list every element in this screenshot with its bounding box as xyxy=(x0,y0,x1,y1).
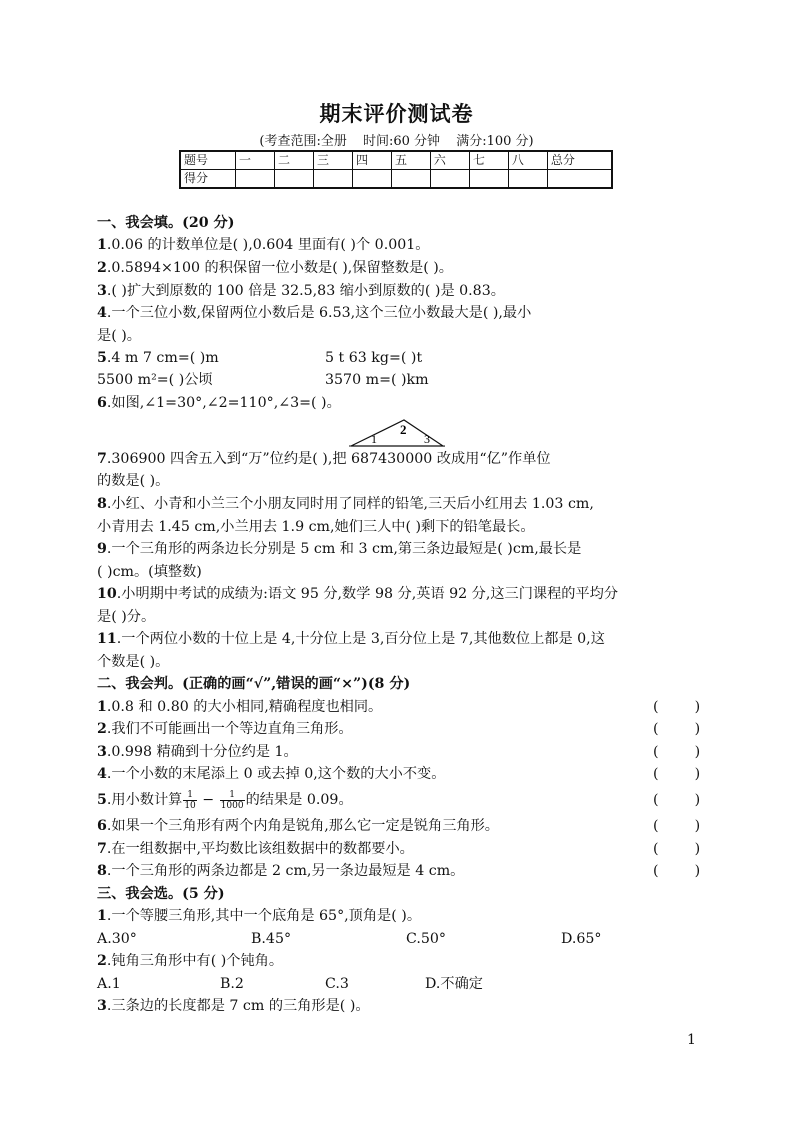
question-judge-7 xyxy=(97,838,414,860)
question-number: 1 xyxy=(97,237,107,253)
question-number: 8 xyxy=(97,863,107,879)
minus-sign: − xyxy=(197,792,219,808)
section3-heading: 三、我会选。(5 分) xyxy=(97,886,225,902)
option-c[interactable]: C.3 xyxy=(325,976,349,992)
question-number: 3 xyxy=(97,744,107,760)
question-text: .小明期中考试的成绩为:语文 95 分,数学 98 分,英语 92 分,这三门课程的平均分 xyxy=(116,586,619,602)
question-text: .一个等腰三角形,其中一个底角是 65°,顶角是( )。 xyxy=(106,908,422,924)
page-number: 1 xyxy=(687,1032,696,1048)
fraction-denominator: 1000 xyxy=(220,800,244,811)
question-text: .306900 四舍五入到“万”位约是( ),把 687430000 改成用“亿”作单位 xyxy=(106,451,551,467)
question-number: 8 xyxy=(97,496,107,512)
question-number: 9 xyxy=(97,541,107,557)
question-choice-3 xyxy=(97,995,370,1017)
question-judge-8 xyxy=(97,860,464,882)
question-text: .小红、小青和小兰三个小朋友同时用了同样的铅笔,三天后小红用去 1.03 cm, xyxy=(106,496,594,512)
table-cell: 五 xyxy=(391,151,430,170)
score-input-cell[interactable] xyxy=(391,170,430,189)
question-text: .一个三位小数,保留两位小数后是 6.53,这个三位小数最大是( ),最小 xyxy=(106,305,532,321)
question-fill-11 xyxy=(97,628,605,650)
question-number: 5 xyxy=(97,792,107,808)
question-text: .0.5894×100 的积保留一位小数是( ),保留整数是( )。 xyxy=(106,260,453,276)
table-cell: 总分 xyxy=(547,151,612,170)
question-fill-5-b: 5 t 63 kg=( )t xyxy=(325,350,423,366)
fraction xyxy=(183,790,196,811)
question-text: .我们不可能画出一个等边直角三角形。 xyxy=(106,721,353,737)
question-number: 2 xyxy=(97,721,107,737)
answer-paren[interactable]: ( ) xyxy=(653,841,701,857)
question-number: 7 xyxy=(97,451,107,467)
angle-label-1: 1 xyxy=(371,432,377,446)
question-fill-3 xyxy=(97,280,505,302)
option-d[interactable]: D.不确定 xyxy=(425,976,483,992)
question-text: .如果一个三角形有两个内角是锐角,那么它一定是锐角三角形。 xyxy=(106,818,499,834)
question-fill-5 xyxy=(97,347,219,369)
fraction-denominator: 10 xyxy=(184,800,196,811)
exam-info xyxy=(0,130,793,149)
table-cell: 八 xyxy=(508,151,547,170)
question-text: .0.06 的计数单位是( ),0.604 里面有( )个 0.001。 xyxy=(106,237,430,253)
answer-paren[interactable]: ( ) xyxy=(653,699,701,715)
table-cell: 一 xyxy=(236,151,275,170)
score-input-cell[interactable] xyxy=(469,170,508,189)
score-input-cell[interactable] xyxy=(236,170,275,189)
fraction-numerator: 1 xyxy=(183,790,196,801)
question-number: 2 xyxy=(97,260,107,276)
question-fill-1 xyxy=(97,234,429,256)
question-text: .钝角三角形中有( )个钝角。 xyxy=(106,953,284,969)
page-title: 期末评价测试卷 xyxy=(319,101,474,126)
score-input-cell[interactable] xyxy=(274,170,313,189)
question-fill-5-d: 3570 m=( )km xyxy=(325,372,429,388)
question-number: 11 xyxy=(97,631,117,647)
question-fill-7 xyxy=(97,448,551,470)
option-d[interactable]: D.65° xyxy=(561,931,602,947)
score-input-cell[interactable] xyxy=(313,170,352,189)
question-fill-7-cont: 的数是( )。 xyxy=(97,473,170,489)
option-c[interactable]: C.50° xyxy=(406,931,447,947)
question-text: .一个两位小数的十位上是 4,十分位上是 3,百分位上是 7,其他数位上都是 0,这 xyxy=(116,631,605,647)
option-b[interactable]: B.2 xyxy=(220,976,244,992)
table-cell: 题号 xyxy=(180,151,236,170)
question-judge-6 xyxy=(97,815,499,837)
question-number: 6 xyxy=(97,395,107,411)
angle-label-3: 3 xyxy=(424,432,430,446)
question-number: 4 xyxy=(97,305,107,321)
exam-scope: (考查范围:全册 xyxy=(259,134,347,149)
section1-heading: 一、我会填。(20 分) xyxy=(97,215,235,231)
table-cell: 二 xyxy=(274,151,313,170)
question-fill-11-cont: 个数是( )。 xyxy=(97,654,170,670)
question-fill-8-cont: 小青用去 1.45 cm,小兰用去 1.9 cm,她们三人中( )剩下的铅笔最长。 xyxy=(97,519,535,535)
question-text: .用小数计算 xyxy=(106,792,183,808)
question-fill-9-cont: ( )cm。(填整数) xyxy=(97,564,202,580)
table-cell: 七 xyxy=(469,151,508,170)
answer-paren[interactable]: ( ) xyxy=(653,818,701,834)
question-text: .一个三角形的两条边长分别是 5 cm 和 3 cm,第三条边最短是( )cm,最长是 xyxy=(106,541,582,557)
question-number: 4 xyxy=(97,766,107,782)
question-text: .0.998 精确到十分位约是 1。 xyxy=(106,744,298,760)
question-number: 5 xyxy=(97,350,107,366)
question-text: .0.8 和 0.80 的大小相同,精确程度也相同。 xyxy=(106,699,383,715)
answer-paren[interactable]: ( ) xyxy=(653,744,701,760)
score-input-cell[interactable] xyxy=(352,170,391,189)
question-text: .一个三角形的两条边都是 2 cm,另一条边最短是 4 cm。 xyxy=(106,863,465,879)
question-judge-2 xyxy=(97,718,353,740)
question-text: .一个小数的末尾添上 0 或去掉 0,这个数的大小不变。 xyxy=(106,766,446,782)
question-text: .三条边的长度都是 7 cm 的三角形是( )。 xyxy=(106,998,370,1014)
question-fill-10-cont: 是( )分。 xyxy=(97,609,156,625)
answer-paren[interactable]: ( ) xyxy=(653,766,701,782)
question-fill-8 xyxy=(97,493,594,515)
question-judge-4 xyxy=(97,763,445,785)
score-table-score-row xyxy=(180,170,612,189)
score-table-header-row xyxy=(180,151,612,170)
answer-paren[interactable]: ( ) xyxy=(653,721,701,737)
option-b[interactable]: B.45° xyxy=(251,931,292,947)
score-input-cell[interactable] xyxy=(430,170,469,189)
exam-score: 满分:100 分) xyxy=(456,134,534,149)
question-fill-6 xyxy=(97,392,341,414)
answer-paren[interactable]: ( ) xyxy=(653,792,701,808)
section2-heading: 二、我会判。(正确的画“√”,错误的画“×”)(8 分) xyxy=(97,676,411,692)
option-a[interactable]: A.30° xyxy=(97,931,137,947)
table-cell: 得分 xyxy=(180,170,236,189)
fraction xyxy=(220,790,245,811)
question-judge-5 xyxy=(97,789,353,811)
table-cell: 三 xyxy=(313,151,352,170)
question-text: .4 m 7 cm=( )m xyxy=(106,350,219,366)
question-number: 3 xyxy=(97,998,107,1014)
question-number: 7 xyxy=(97,841,107,857)
question-judge-1 xyxy=(97,696,382,718)
question-number: 2 xyxy=(97,953,107,969)
answer-paren[interactable]: ( ) xyxy=(653,863,701,879)
question-choice-2 xyxy=(97,950,283,972)
question-number: 6 xyxy=(97,818,107,834)
question-number: 1 xyxy=(97,699,107,715)
question-text: .( )扩大到原数的 100 倍是 32.5,83 缩小到原数的( )是 0.83。 xyxy=(106,283,505,299)
table-cell: 六 xyxy=(430,151,469,170)
question-text: 的结果是 0.09。 xyxy=(245,792,353,808)
question-text: .如图,∠1=30°,∠2=110°,∠3=( )。 xyxy=(106,395,341,411)
question-fill-9 xyxy=(97,538,581,560)
question-text: .在一组数据中,平均数比该组数据中的数都要小。 xyxy=(106,841,414,857)
question-number: 10 xyxy=(97,586,117,602)
question-choice-1 xyxy=(97,905,421,927)
question-number: 1 xyxy=(97,908,107,924)
exam-time: 时间:60 分钟 xyxy=(362,134,441,149)
question-fill-4 xyxy=(97,302,531,324)
question-fill-2 xyxy=(97,257,453,279)
score-input-cell[interactable] xyxy=(508,170,547,189)
option-a[interactable]: A.1 xyxy=(97,976,121,992)
table-cell: 四 xyxy=(352,151,391,170)
question-number: 3 xyxy=(97,283,107,299)
question-fill-10 xyxy=(97,583,618,605)
question-fill-4-cont: 是( )。 xyxy=(97,328,141,344)
score-input-cell[interactable] xyxy=(547,170,612,189)
question-fill-5-c: 5500 m²=( )公顷 xyxy=(97,372,213,388)
fraction-numerator: 1 xyxy=(220,790,245,801)
angle-triangle-figure xyxy=(349,416,445,448)
score-table xyxy=(179,150,613,189)
angle-label-2: 2 xyxy=(400,422,407,437)
question-judge-3 xyxy=(97,741,298,763)
